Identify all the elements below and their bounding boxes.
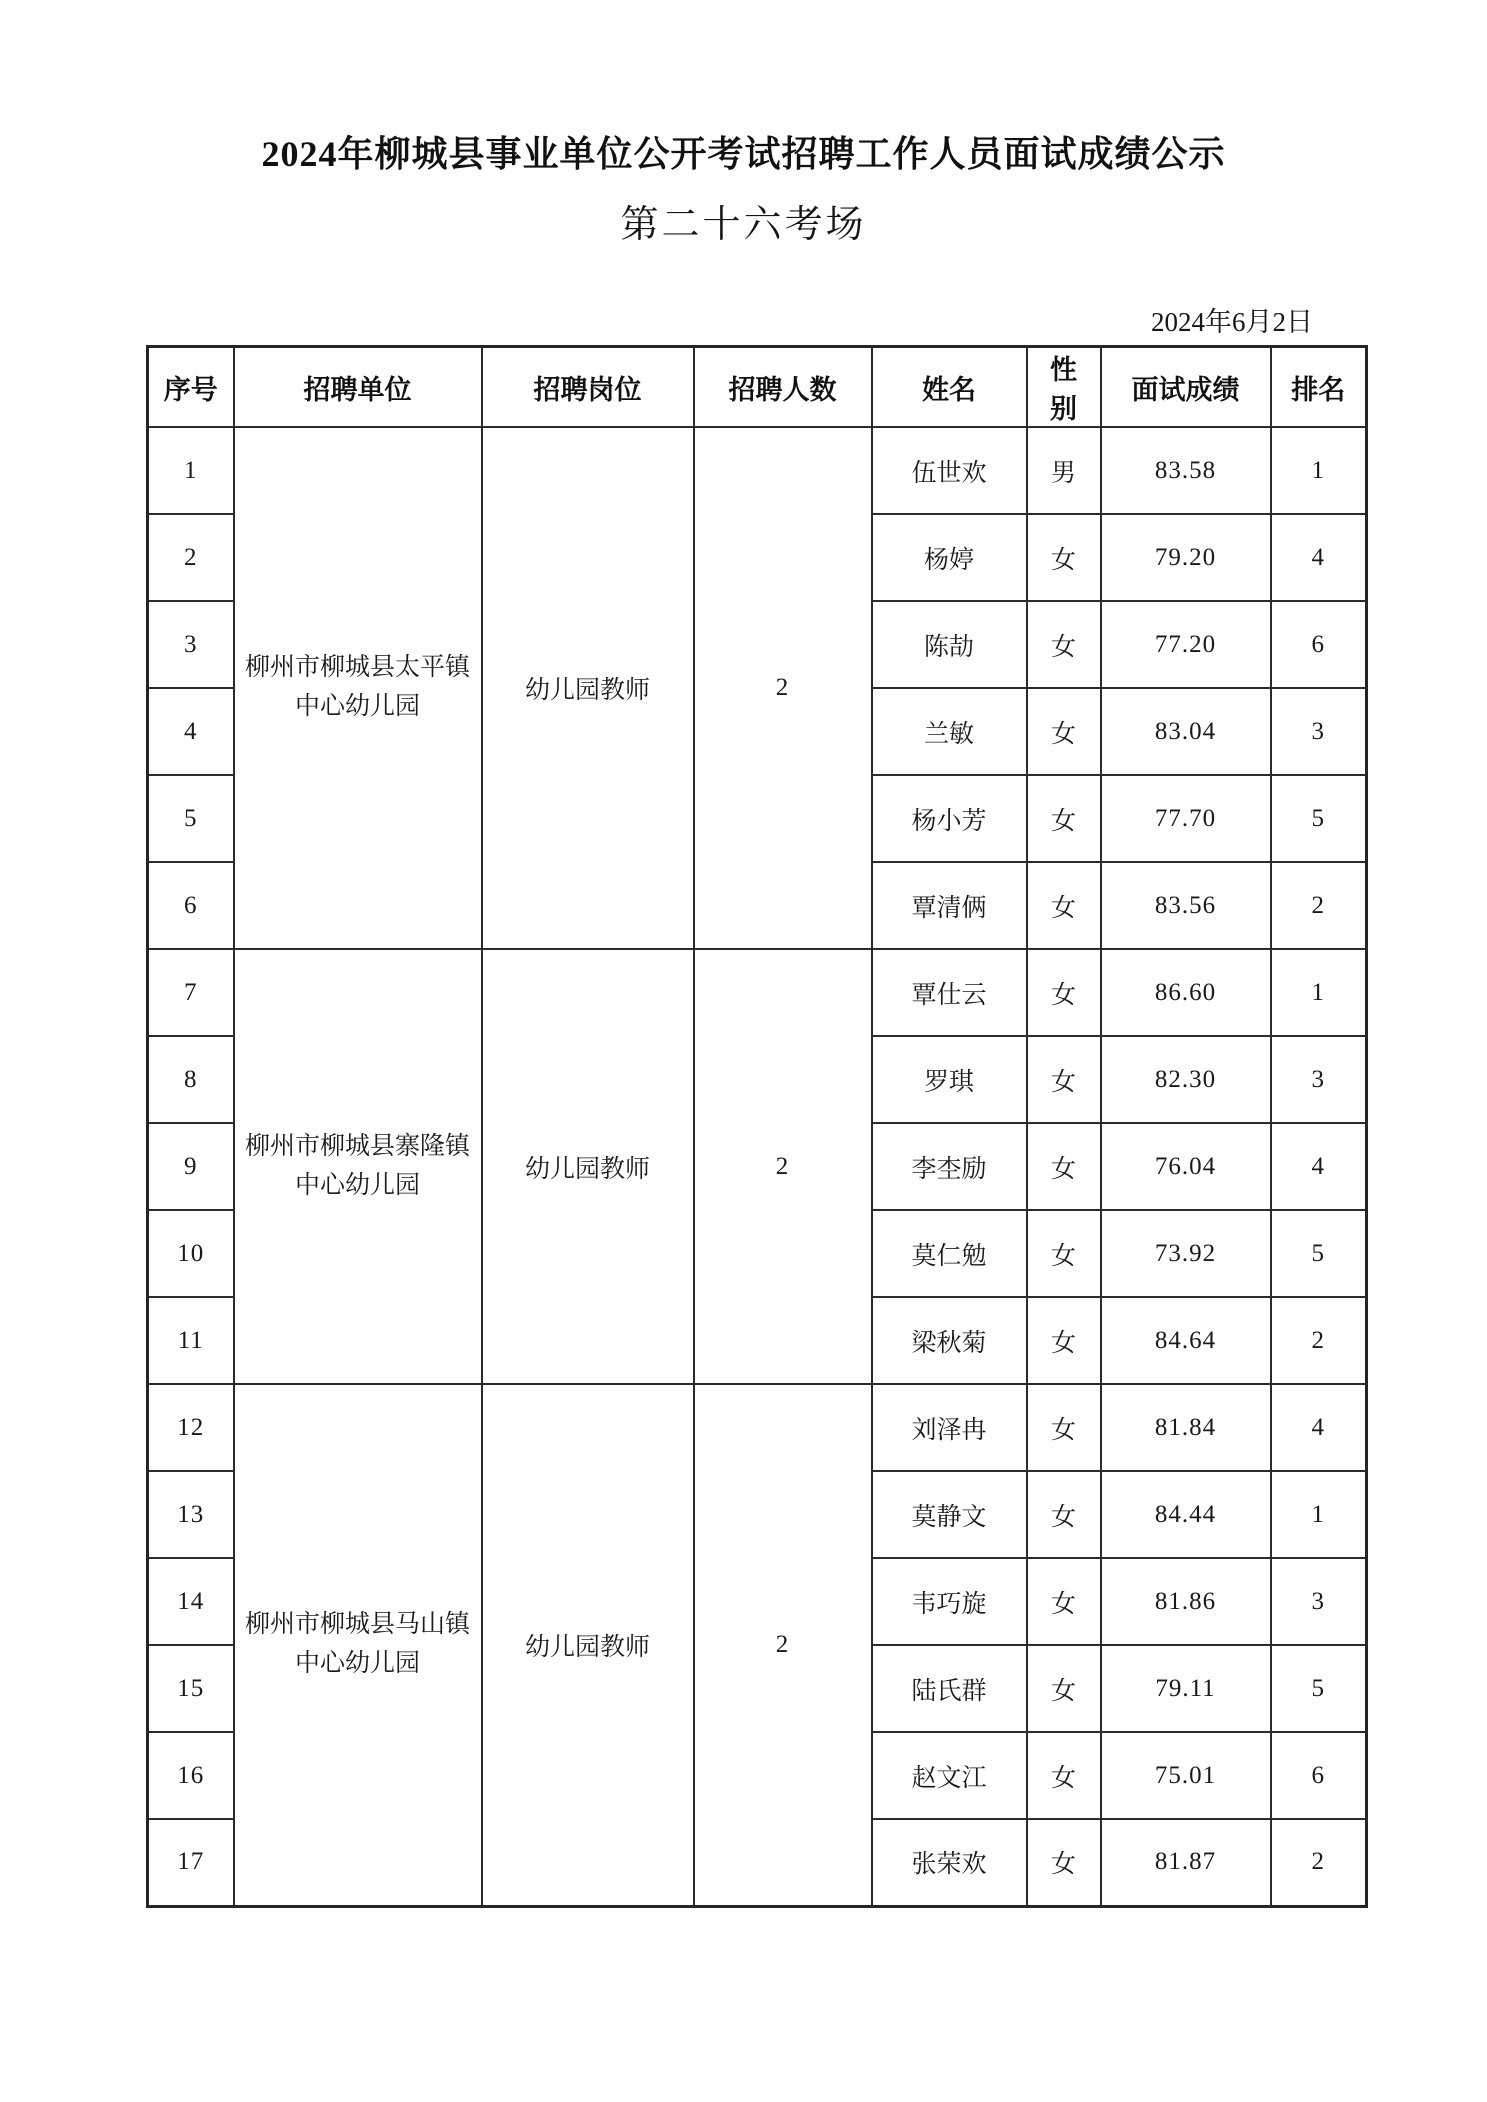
column-header-score: 面试成绩: [1101, 347, 1271, 428]
rank-cell: 5: [1271, 775, 1367, 862]
rank-cell: 2: [1271, 1297, 1367, 1384]
count-cell-group-1: 2: [694, 427, 872, 949]
column-header-position: 招聘岗位: [482, 347, 694, 428]
gender-cell: 女: [1027, 1297, 1101, 1384]
position-cell-group-3: 幼儿园教师: [482, 1384, 694, 1906]
gender-cell: 女: [1027, 1384, 1101, 1471]
gender-cell: 女: [1027, 1819, 1101, 1906]
rank-cell: 1: [1271, 427, 1367, 514]
seq-cell: 6: [148, 862, 234, 949]
gender-cell: 女: [1027, 949, 1101, 1036]
gender-cell: 女: [1027, 1645, 1101, 1732]
score-cell: 82.30: [1101, 1036, 1271, 1123]
rank-cell: 3: [1271, 1558, 1367, 1645]
score-cell: 81.86: [1101, 1558, 1271, 1645]
rank-cell: 4: [1271, 1123, 1367, 1210]
rank-cell: 4: [1271, 1384, 1367, 1471]
seq-cell: 11: [148, 1297, 234, 1384]
name-cell: 伍世欢: [872, 427, 1027, 514]
score-cell: 79.20: [1101, 514, 1271, 601]
score-cell: 75.01: [1101, 1732, 1271, 1819]
gender-cell: 女: [1027, 1036, 1101, 1123]
name-cell: 刘泽冉: [872, 1384, 1027, 1471]
rank-cell: 1: [1271, 949, 1367, 1036]
rank-cell: 4: [1271, 514, 1367, 601]
score-cell: 83.04: [1101, 688, 1271, 775]
gender-cell: 女: [1027, 1732, 1101, 1819]
score-cell: 84.64: [1101, 1297, 1271, 1384]
score-cell: 86.60: [1101, 949, 1271, 1036]
rank-cell: 1: [1271, 1471, 1367, 1558]
name-cell: 李杢励: [872, 1123, 1027, 1210]
page-title: 2024年柳城县事业单位公开考试招聘工作人员面试成绩公示: [261, 134, 1226, 174]
score-cell: 84.44: [1101, 1471, 1271, 1558]
gender-cell: 女: [1027, 601, 1101, 688]
column-header-seq: 序号: [148, 347, 234, 428]
unit-cell-group-2: 柳州市柳城县寨隆镇中心幼儿园: [234, 949, 482, 1384]
column-header-count: 招聘人数: [694, 347, 872, 428]
name-cell: 陈劼: [872, 601, 1027, 688]
column-header-rank: 排名: [1271, 347, 1367, 428]
score-cell: 73.92: [1101, 1210, 1271, 1297]
table-body: [148, 427, 1367, 1906]
score-cell: 77.70: [1101, 775, 1271, 862]
count-cell-group-2: 2: [694, 949, 872, 1384]
rank-cell: 5: [1271, 1645, 1367, 1732]
table-header: [148, 347, 1367, 428]
table-row-1: [148, 427, 1367, 514]
page-subtitle: 第二十六考场: [620, 204, 867, 246]
seq-cell: 8: [148, 1036, 234, 1123]
name-cell: 赵文江: [872, 1732, 1027, 1819]
gender-cell: 女: [1027, 862, 1101, 949]
name-cell: 罗琪: [872, 1036, 1027, 1123]
seq-cell: 10: [148, 1210, 234, 1297]
score-cell: 83.58: [1101, 427, 1271, 514]
rank-cell: 3: [1271, 688, 1367, 775]
position-cell-group-1: 幼儿园教师: [482, 427, 694, 949]
name-cell: 陆氏群: [872, 1645, 1027, 1732]
rank-cell: 6: [1271, 601, 1367, 688]
gender-cell: 女: [1027, 514, 1101, 601]
seq-cell: 2: [148, 514, 234, 601]
score-cell: 83.56: [1101, 862, 1271, 949]
column-header-gender: 性别: [1027, 347, 1101, 428]
seq-cell: 14: [148, 1558, 234, 1645]
gender-cell: 女: [1027, 1471, 1101, 1558]
gender-cell: 女: [1027, 775, 1101, 862]
seq-cell: 12: [148, 1384, 234, 1471]
unit-cell-group-3: 柳州市柳城县马山镇中心幼儿园: [234, 1384, 482, 1906]
header-row: [148, 347, 1367, 428]
unit-cell-group-1: 柳州市柳城县太平镇中心幼儿园: [234, 427, 482, 949]
name-cell: 覃清俩: [872, 862, 1027, 949]
seq-cell: 17: [148, 1819, 234, 1906]
date-label: 2024年6月2日: [1151, 307, 1313, 337]
table-row-12: [148, 1384, 1367, 1471]
interview-scores-table: [146, 345, 1368, 1908]
seq-cell: 1: [148, 427, 234, 514]
name-cell: 张荣欢: [872, 1819, 1027, 1906]
name-cell: 韦巧旋: [872, 1558, 1027, 1645]
name-cell: 杨小芳: [872, 775, 1027, 862]
rank-cell: 3: [1271, 1036, 1367, 1123]
score-cell: 76.04: [1101, 1123, 1271, 1210]
name-cell: 莫仁勉: [872, 1210, 1027, 1297]
name-cell: 兰敏: [872, 688, 1027, 775]
seq-cell: 15: [148, 1645, 234, 1732]
gender-cell: 女: [1027, 1210, 1101, 1297]
name-cell: 杨婷: [872, 514, 1027, 601]
rank-cell: 5: [1271, 1210, 1367, 1297]
name-cell: 梁秋菊: [872, 1297, 1027, 1384]
gender-cell: 女: [1027, 688, 1101, 775]
seq-cell: 7: [148, 949, 234, 1036]
rank-cell: 6: [1271, 1732, 1367, 1819]
gender-cell: 女: [1027, 1558, 1101, 1645]
name-cell: 莫静文: [872, 1471, 1027, 1558]
gender-cell: 女: [1027, 1123, 1101, 1210]
rank-cell: 2: [1271, 1819, 1367, 1906]
score-cell: 81.84: [1101, 1384, 1271, 1471]
seq-cell: 4: [148, 688, 234, 775]
seq-cell: 5: [148, 775, 234, 862]
gender-cell: 男: [1027, 427, 1101, 514]
name-cell: 覃仕云: [872, 949, 1027, 1036]
rank-cell: 2: [1271, 862, 1367, 949]
table-row-7: [148, 949, 1367, 1036]
score-cell: 79.11: [1101, 1645, 1271, 1732]
seq-cell: 9: [148, 1123, 234, 1210]
seq-cell: 3: [148, 601, 234, 688]
column-header-unit: 招聘单位: [234, 347, 482, 428]
column-header-name: 姓名: [872, 347, 1027, 428]
position-cell-group-2: 幼儿园教师: [482, 949, 694, 1384]
seq-cell: 16: [148, 1732, 234, 1819]
seq-cell: 13: [148, 1471, 234, 1558]
score-cell: 77.20: [1101, 601, 1271, 688]
score-cell: 81.87: [1101, 1819, 1271, 1906]
count-cell-group-3: 2: [694, 1384, 872, 1906]
